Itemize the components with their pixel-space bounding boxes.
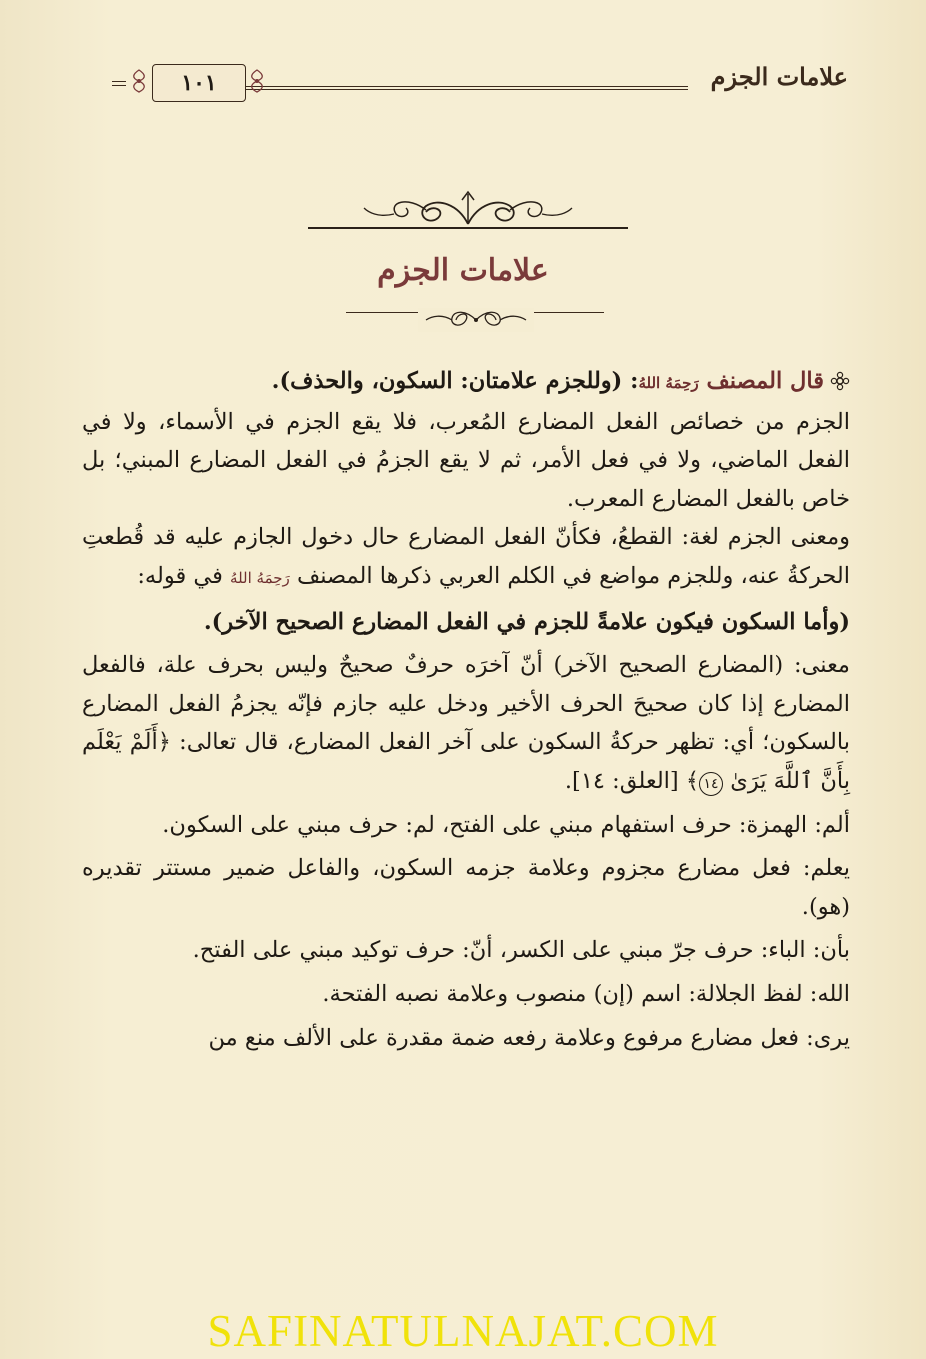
paragraph [82, 646, 850, 800]
header-rule [237, 86, 688, 90]
knot-ornament-icon [418, 308, 534, 332]
intro-line [82, 362, 850, 403]
floral-ornament-icon [128, 68, 150, 94]
header-dash [112, 81, 126, 86]
bold-quote: (وأما السكون فيكون علامةً للجزم في الفعل المضارع الصحيح الآخر). [203, 608, 850, 635]
flower-icon [830, 371, 850, 391]
scroll-ornament-icon [308, 184, 628, 244]
body-text [82, 362, 850, 1057]
paragraph: بأن: الباء: حرف جرّ مبني على الكسر، أنّ: حرف توكيد مبني على الفتح. [192, 937, 850, 964]
honorific: رَحِمَهُ اللهُ [230, 568, 290, 587]
watermark: SAFINATULNAJAT.COM [207, 1306, 719, 1356]
aya-number: ١٤ [699, 772, 723, 796]
paragraph-text: معنى: (المضارع الصحيح الآخر) أنّ آخرَه حرفٌ صحيحٌ وليس بحرف علة، فالفعل المضارع إذا كان صحيحَ الحرف الأخير ودخل عليه جازم فإنّه يجزمُ الفعل المضارع بالسكون؛ أي: تظهر حركةُ السكون على آخر الفعل المضارع، قال تعالى: ﴿أَلَمْ يَعْلَم بِأَنَّ ٱللَّهَ يَرَىٰ [82, 652, 850, 794]
page-header [112, 62, 848, 106]
paragraph: يعلم: فعل مضارع مجزوم وعلامة جزمه السكون، والفاعل ضمير مستتر تقديره (هو). [82, 855, 850, 920]
running-title: علامات الجزم [710, 62, 848, 91]
paragraph: ألم: الهمزة: حرف استفهام مبني على الفتح، لم: حرف مبني على السكون. [162, 811, 850, 838]
citation: ﴾ [العلق: ١٤]. [564, 767, 700, 794]
honorific: رَحِمَهُ اللهُ [638, 374, 699, 392]
page-number-box [152, 64, 246, 102]
paragraph-text: في قوله: [137, 562, 223, 589]
paragraph [82, 518, 850, 597]
paragraph: يرى: فعل مضارع مرفوع وعلامة رفعه ضمة مقدرة على الألف منع من [208, 1024, 850, 1051]
chapter-title: علامات الجزم [377, 253, 549, 288]
intro-quote: : (وللجزم علامتان: السكون، والحذف). [271, 368, 639, 394]
page-number: ١٠١ [181, 70, 217, 96]
paragraph: الجزم من خصائص الفعل المضارع المُعرب، فلا يقع الجزم في الأسماء، ولا في الفعل الماضي، ولا في فعل الأمر، ثم لا يقع الجزمُ في الفعل المضارع المبني؛ بل خاص بالفعل المضارع المعرب. [82, 408, 850, 512]
paragraph-text: ومعنى الجزم لغة: القطعُ، فكأنّ الفعل المضارع حال دخول الجازم عليه قد قُطعتِ الحركةُ عنه، وللجزم مواضع في الكلم العربي ذكرها المصنف [82, 524, 850, 589]
paragraph: الله: لفظ الجلالة: اسم (إن) منصوب وعلامة نصبه الفتحة. [322, 980, 850, 1007]
author-label: قال المصنف [706, 368, 824, 394]
floral-ornament-icon [246, 68, 268, 94]
